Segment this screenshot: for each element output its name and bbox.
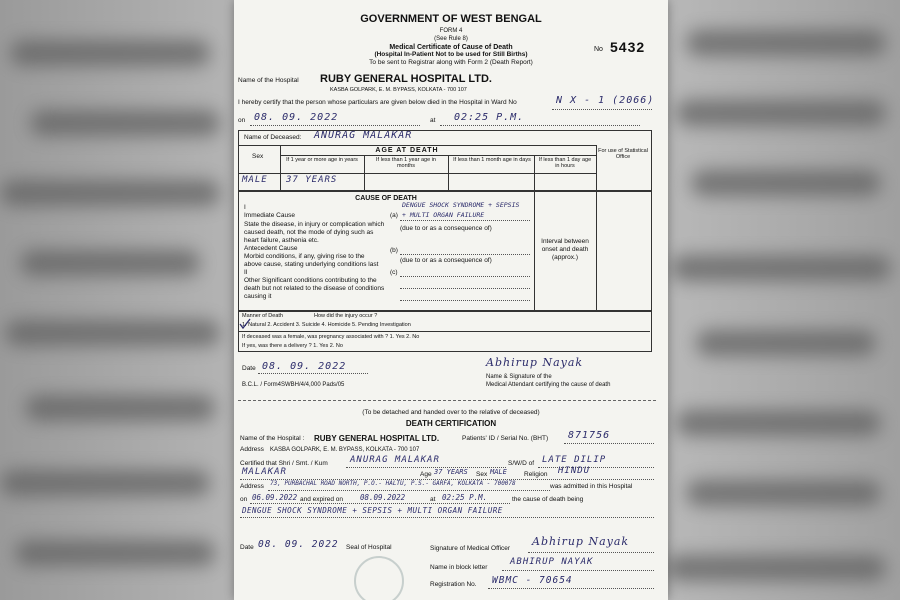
relative-name-cont: MALAKAR [242,467,287,477]
swd-label: S/W/D of [508,460,535,467]
medical-officer-sig-label: Signature of Medical Officer [430,545,511,552]
morbid-desc-2: above cause, stating underlying conditions last [244,261,379,268]
manner-label: Manner of Death [242,313,283,319]
age-value: 37 YEARS [286,175,338,185]
name-signature-label-2: Medical Attendant certifying the cause of death [486,382,611,388]
admitted-text: was admitted in this Hospital [550,483,633,490]
roman-two: II [244,269,248,276]
dc-address: KASBA GOLPARK, E. M. BYPASS, KOLKATA - 700 107 [270,447,420,453]
cause-b-label: (b) [390,247,398,254]
detach-note: (To be detached and handed over to the relative of deceased) [362,409,540,416]
block-letter-name: ABHIRUP NAYAK [510,557,594,567]
dc-sex: MALE [490,468,507,476]
expired-time: 02:25 P.M. [442,493,488,502]
statistical-office-header: For use of Statistical Office [598,148,648,161]
medical-officer-signature: Abhirup Nayak [532,535,630,548]
form-title: Medical Certificate of Cause of Death [389,44,513,51]
religion-label: Religion [524,471,548,478]
religion: HINDU [558,466,591,476]
bcl-note: B.C.L. / Form4SWBH/4/4,000 Pads/05 [242,382,345,388]
check-mark-icon [239,318,251,330]
age-at-death-heading: AGE AT DEATH [375,147,439,154]
cause-c-label: (c) [390,269,398,276]
age-months-header: If less than 1 year age in months [376,157,436,170]
dc-addr-label: Address [240,483,264,490]
cause-line-2: + MULTI ORGAN FAILURE [402,211,485,219]
immediate-cause-desc-1: State the disease, in injury or complication which [244,221,385,228]
serial-no-label: No [594,46,603,53]
dc-date-label: Date [240,544,254,551]
cause-line-1: DENGUE SHOCK SYNDROME + SEPSIS [402,201,520,209]
admit-date: 06.09.2022 [252,493,298,502]
form-subtitle: (Hospital In-Patient Not to be used for Still Births) [374,51,528,58]
expired-on-label: and expired on [300,496,344,503]
serial-no-value: 5432 [610,39,646,55]
form-number: FORM 4 [439,28,463,34]
at-label: at [430,117,436,124]
on-label: on [238,117,246,124]
deceased-name: ANURAG MALAKAR [314,130,413,141]
hospital-address: KASBA GOLPARK, E. M. BYPASS, KOLKATA - 700 107 [330,87,467,93]
date-label: Date [242,365,256,372]
block-letter-label: Name in block letter [430,564,488,571]
other-conditions-1: Other Significant conditions contributing to the [244,277,377,284]
death-date: 08. 09. 2022 [254,112,339,123]
morbid-desc-1: Morbid conditions, if any, giving rise to the [244,253,365,260]
patient-id-label: Patients' ID / Serial No. (BHT) [462,435,549,442]
age-hours-header: If less than 1 day age in hours [538,157,592,170]
seal-label: Seal of Hospital [346,544,392,551]
death-cert-title: DEATH CERTIFICATION [405,419,497,428]
blurred-background-left [0,0,236,600]
sex-label: Sex [252,153,264,160]
government-heading: GOVERNMENT OF WEST BENGAL [360,13,542,25]
hospital-name: RUBY GENERAL HOSPITAL LTD. [320,73,492,85]
dc-age: 37 YEARS [434,468,468,476]
other-conditions-2: death but not related to the disease of conditions [244,285,385,292]
attendant-signature: Abhirup Nayak [486,356,584,369]
interval-label: Interval between onset and death (approx.) [541,238,589,261]
expired-date: 08.09.2022 [360,493,406,502]
blurred-background-right [666,0,900,600]
dc-date: 08. 09. 2022 [258,539,339,550]
ward-number: N X - 1 (2066) [556,95,655,106]
pregnancy-question: If deceased was a female, was pregnancy associated with ? 1. Yes 2. No [242,334,420,340]
patient-id: 871756 [568,430,611,441]
consequence-2: (due to or as a consequence of) [400,257,492,264]
deceased-label: Name of Deceased: [244,134,302,141]
injury-question: How did the injury occur ? [314,313,378,319]
rule-reference: (See Rule 8) [434,36,468,42]
name-signature-label-1: Name & Signature of the [486,374,552,380]
certify-text: I hereby certify that the person whose particulars are given below died in the Hospital in Ward No [238,99,517,106]
other-conditions-3: causing it [244,293,272,300]
tear-line [238,400,656,401]
cause-heading: CAUSE OF DEATH [355,195,417,202]
immediate-cause-label: Immediate Cause [244,212,295,219]
dc-cause: DENGUE SHOCK SYNDROME + SEPSIS + MULTI ORGAN FAILURE [242,506,503,515]
immediate-cause-desc-2: caused death, not the mode of dying such as [244,229,374,236]
immediate-cause-desc-3: heart failure, asthenia etc. [244,237,319,244]
dc-hospital-label: Name of the Hospital : [240,435,305,442]
deceased-address: 73, PURBACHAL ROAD NORTH, P.O.- HALTU, P.S.- GARFA, KOLKATA - 700078 [270,480,516,487]
age-days-header: If less than 1 month age in days [453,157,531,163]
death-time: 02:25 P.M. [454,112,525,123]
death-certificate-paper [234,0,668,600]
cause-a-label: (a) [390,212,398,219]
registration-label: Registration No. [430,581,477,588]
cause-being-label: the cause of death being [512,496,584,503]
certified-label: Certified that Shri / Smt. / Kum [240,460,328,467]
certificate-date: 08. 09. 2022 [262,361,347,372]
admit-on-label: on [240,496,248,503]
delivery-question: If yes, was there a delivery ? 1. Yes 2. No [242,343,343,349]
relative-name: LATE DILIP [542,455,607,465]
dc-hospital-name: RUBY GENERAL HOSPITAL LTD. [314,434,440,443]
form-note: To be sent to Registrar along with Form 2 (Death Report) [369,59,533,66]
dc-address-label: Address [240,446,264,453]
manner-options: 1. Natural 2. Accident 3. Suicide 4. Homicide 5. Pending Investigation [242,322,411,328]
hospital-seal-stamp [354,556,404,600]
hospital-label: Name of the Hospital [238,77,299,84]
dc-deceased-name: ANURAG MALAKAR [350,455,440,465]
expired-at-label: at [430,496,436,503]
antecedent-cause-label: Antecedent Cause [244,245,298,252]
roman-one: I [244,204,246,211]
age-label: Age [420,471,432,478]
dc-sex-label: Sex [476,471,488,478]
consequence-1: (due to or as a consequence of) [400,225,492,232]
age-years-header: If 1 year or more age in years [286,157,358,163]
registration-number: WBMC - 70654 [492,575,573,586]
sex-value: MALE [242,175,268,185]
